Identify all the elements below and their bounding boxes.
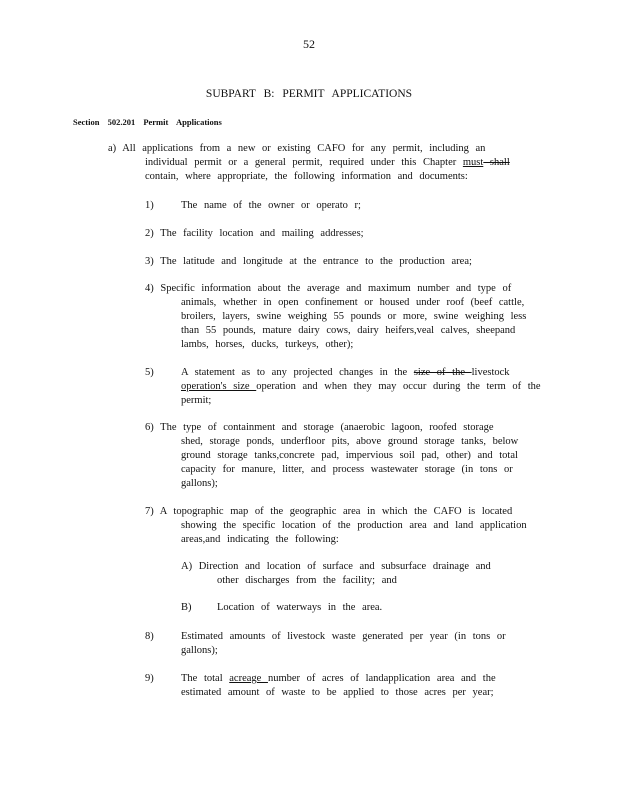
item-5-line1	[181, 366, 510, 380]
item-7-line2: showing the specific location of the production area and land application	[181, 520, 527, 531]
item-5-line1-text: A statement as to any projected changes in the	[181, 367, 414, 378]
item-6-line2: shed, storage ponds, underfloor pits, above ground storage tanks, below	[181, 436, 519, 447]
item-5-line2-text: operation and when they may occur during the term of the	[256, 381, 541, 392]
item-6-line3: ground storage tanks,concrete pad, impervious soil pad, other) and total	[181, 450, 518, 461]
item-4-line1: 4) Specific information about the average and maximum number and type of	[145, 283, 512, 294]
item-4-line5: lambs, horses, ducks, turkeys, other);	[181, 339, 354, 350]
page-number: 52	[303, 37, 315, 51]
item-5-line3: permit;	[181, 395, 212, 406]
item-4-line3: broilers, layers, swine weighing 55 pounds or more, swine weighing less	[181, 311, 527, 322]
item-9-line1-text: The total	[181, 673, 230, 684]
item-a-line2-text: individual permit or a general permit, required under this Chapter	[145, 157, 463, 168]
item-8-line2: gallons);	[181, 645, 218, 656]
item-6-line1: 6) The type of containment and storage (anaerobic lagoon, roofed storage	[145, 422, 494, 433]
item-4-line2: animals, whether in open confinement or housed under roof (beef cattle,	[181, 297, 525, 308]
deleted-text: size of the	[413, 367, 472, 378]
item-7b-number: B)	[181, 602, 192, 613]
item-9-line2: estimated amount of waste to be applied to those acres per year;	[181, 687, 494, 698]
subpart-heading: SUBPART B: PERMIT APPLICATIONS	[205, 88, 413, 100]
inserted-text: must	[462, 157, 484, 168]
item-1-number: 1)	[145, 200, 154, 211]
deleted-text: shall	[483, 157, 510, 168]
item-a-line1: a) All applications from a new or existing CAFO for any permit, including an	[108, 143, 486, 154]
inserted-text: operation's size	[181, 381, 257, 392]
item-7b-text: Location of waterways in the area.	[217, 602, 383, 613]
section-heading: Section 502.201 Permit Applications	[73, 117, 222, 127]
item-4-line4: than 55 pounds, mature dairy cows, dairy heifers,veal calves, sheepand	[181, 325, 516, 336]
item-7a-line2: other discharges from the facility; and	[217, 575, 397, 586]
item-6-line4: capacity for manure, litter, and process wastewater storage (in tons or	[181, 464, 513, 475]
item-9-line1-end: number of acres of landapplication area and the	[267, 673, 496, 684]
item-a-line3: contain, where appropriate, the following information and documents:	[145, 171, 468, 182]
item-5-line2	[181, 380, 541, 394]
item-9-number: 9)	[145, 673, 154, 684]
item-5-line1-end: livestock	[471, 367, 510, 378]
item-3-text: 3) The latitude and longitude at the entrance to the production area;	[145, 256, 472, 267]
item-5-number: 5)	[145, 367, 154, 378]
item-7-line1: 7) A topographic map of the geographic area in which the CAFO is located	[145, 506, 513, 517]
item-7a-line1: A) Direction and location of surface and subsurface drainage and	[181, 561, 491, 572]
item-9-line1	[181, 672, 496, 686]
item-a-line2	[145, 156, 510, 170]
item-7-line3: areas,and indicating the following:	[181, 534, 339, 545]
inserted-text: acreage	[229, 673, 268, 684]
item-2-text: 2) The facility location and mailing addresses;	[145, 228, 364, 239]
item-6-line5: gallons);	[181, 478, 218, 489]
item-1-text: The name of the owner or operato r;	[181, 200, 361, 211]
item-8-number: 8)	[145, 631, 154, 642]
item-8-line1: Estimated amounts of livestock waste generated per year (in tons or	[181, 631, 506, 642]
